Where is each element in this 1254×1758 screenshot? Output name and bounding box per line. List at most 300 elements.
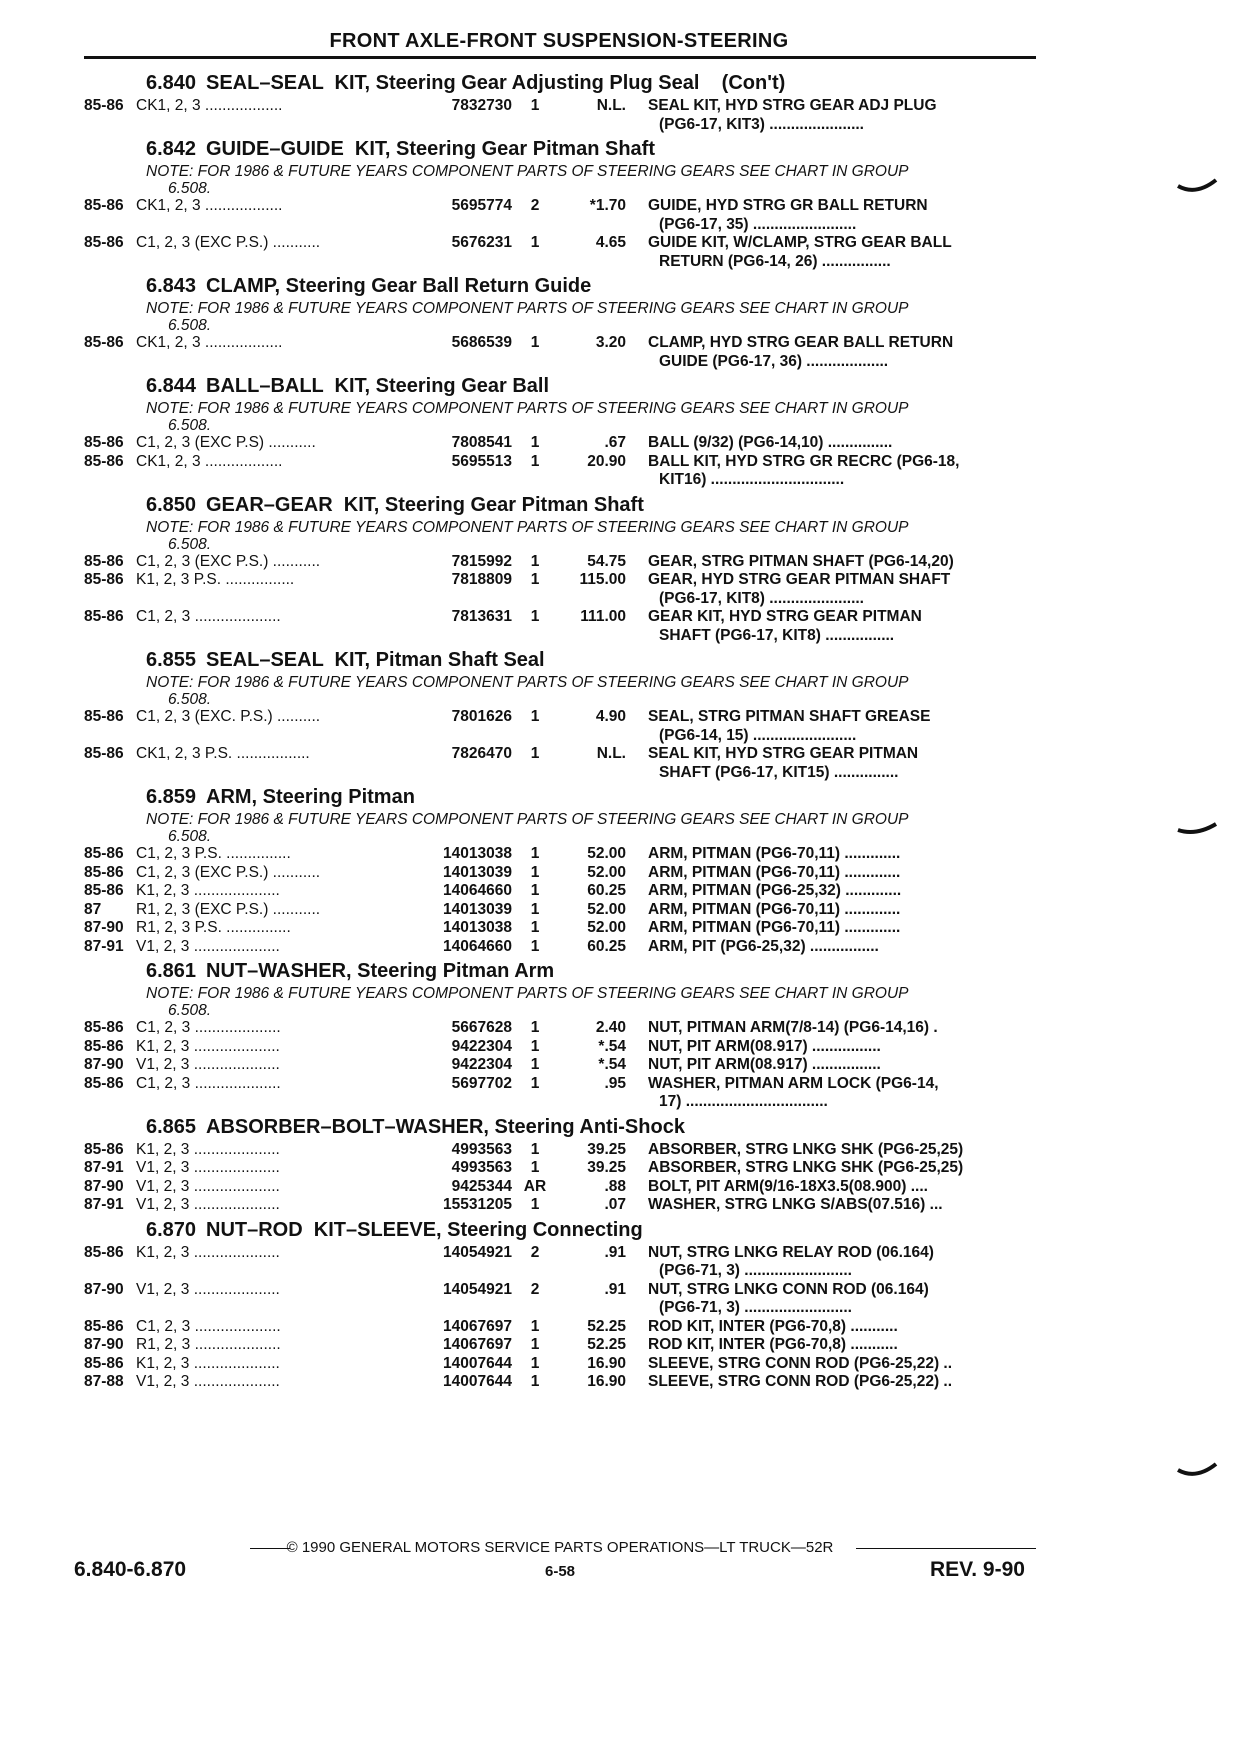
section-note: NOTE: FOR 1986 & FUTURE YEARS COMPONENT PARTS OF STEERING GEARS SEE CHART IN GROUP bbox=[146, 300, 909, 317]
description-line: (PG6-71, 3) ......................... bbox=[659, 1299, 852, 1316]
part-description bbox=[648, 1244, 1036, 1281]
part-description bbox=[648, 1355, 1036, 1374]
part-description bbox=[648, 334, 1036, 371]
quantity: 1 bbox=[530, 1196, 540, 1213]
catalog-section bbox=[84, 647, 1036, 782]
price: *1.70 bbox=[589, 197, 626, 214]
header-rule bbox=[84, 56, 1036, 59]
description-line: ARM, PIT (PG6-25,32) ................ bbox=[648, 937, 879, 955]
section-note: 6.508. bbox=[168, 1002, 212, 1019]
quantity: 1 bbox=[530, 1354, 540, 1372]
quantity: 1 bbox=[530, 608, 540, 625]
model-application: CK1, 2, 3 P.S. ................. bbox=[136, 745, 310, 762]
table-row bbox=[84, 608, 1036, 645]
section-heading bbox=[84, 1217, 1036, 1244]
part-description bbox=[648, 1318, 1036, 1337]
quantity: 1 bbox=[530, 900, 540, 918]
price: 60.25 bbox=[587, 882, 626, 899]
section-title: SEAL–SEAL KIT, Pitman Shaft Seal bbox=[206, 649, 545, 671]
price: 60.25 bbox=[587, 937, 626, 955]
model-application: K1, 2, 3 .................... bbox=[136, 1037, 280, 1055]
table-row bbox=[84, 882, 1036, 901]
quantity: 1 bbox=[530, 334, 540, 351]
model-application: C1, 2, 3 (EXC P.S.) ........... bbox=[136, 234, 321, 251]
part-description bbox=[648, 1019, 1036, 1038]
price: .67 bbox=[604, 434, 626, 451]
model-application: V1, 2, 3 .................... bbox=[136, 1373, 280, 1390]
table-row bbox=[84, 334, 1036, 371]
quantity: 1 bbox=[530, 919, 540, 936]
part-number: 14013038 bbox=[443, 845, 512, 862]
catalog-section bbox=[84, 136, 1036, 271]
model-application: C1, 2, 3 .................... bbox=[136, 1074, 281, 1092]
quantity: 1 bbox=[530, 234, 540, 251]
section-title: GUIDE–GUIDE KIT, Steering Gear Pitman Shaft bbox=[206, 138, 655, 160]
price: 16.90 bbox=[587, 1354, 626, 1372]
price: 16.90 bbox=[587, 1373, 626, 1390]
section-number: 6.844 bbox=[146, 375, 197, 397]
section-note: NOTE: FOR 1986 & FUTURE YEARS COMPONENT PARTS OF STEERING GEARS SEE CHART IN GROUP bbox=[146, 674, 909, 691]
model-year: 85-86 bbox=[84, 608, 124, 625]
quantity: 2 bbox=[530, 1243, 540, 1261]
model-year: 85-86 bbox=[84, 571, 124, 588]
quantity: 1 bbox=[530, 882, 540, 899]
model-application: CK1, 2, 3 .................. bbox=[136, 452, 283, 470]
catalog-section bbox=[84, 1114, 1036, 1215]
description-line: SHAFT (PG6-17, KIT15) ............... bbox=[659, 763, 899, 781]
table-row bbox=[84, 901, 1036, 920]
part-description bbox=[648, 197, 1036, 234]
model-year: 87-91 bbox=[84, 1159, 124, 1176]
quantity: 1 bbox=[530, 97, 540, 114]
quantity: 1 bbox=[530, 1056, 540, 1073]
model-application: R1, 2, 3 .................... bbox=[136, 1336, 281, 1353]
quantity: 1 bbox=[530, 1037, 540, 1055]
quantity: 1 bbox=[530, 863, 540, 881]
model-year: 87-90 bbox=[84, 919, 124, 936]
part-number: 5676231 bbox=[451, 234, 512, 251]
part-number: 7818809 bbox=[451, 571, 512, 588]
table-row bbox=[84, 864, 1036, 883]
section-number: 6.870 bbox=[146, 1218, 197, 1241]
section-number: 6.855 bbox=[146, 649, 197, 671]
table-row bbox=[84, 1373, 1036, 1392]
part-description bbox=[648, 434, 1036, 453]
table-row bbox=[84, 571, 1036, 608]
quantity: 1 bbox=[530, 1373, 540, 1390]
footer-rule-right bbox=[856, 1548, 1036, 1549]
quantity: 1 bbox=[530, 1336, 540, 1353]
catalog-section bbox=[84, 784, 1036, 956]
description-line: WASHER, PITMAN ARM LOCK (PG6-14, bbox=[648, 1074, 939, 1092]
part-description bbox=[648, 901, 1036, 920]
description-line: NUT, PITMAN ARM(7/8-14) (PG6-14,16) . bbox=[648, 1019, 938, 1036]
section-number: 6.861 bbox=[146, 960, 197, 982]
price: 39.25 bbox=[587, 1140, 626, 1158]
description-line: ABSORBER, STRG LNKG SHK (PG6-25,25) bbox=[648, 1140, 964, 1158]
part-description bbox=[648, 882, 1036, 901]
model-application: C1, 2, 3 P.S. ............... bbox=[136, 845, 291, 862]
part-description bbox=[648, 745, 1036, 782]
table-row bbox=[84, 1196, 1036, 1215]
description-line: ABSORBER, STRG LNKG SHK (PG6-25,25) bbox=[648, 1159, 964, 1176]
description-line: WASHER, STRG LNKG S/ABS(07.516) ... bbox=[648, 1196, 943, 1213]
table-row bbox=[84, 553, 1036, 572]
description-line: SEAL KIT, HYD STRG GEAR ADJ PLUG bbox=[648, 97, 937, 114]
description-line: GEAR, HYD STRG GEAR PITMAN SHAFT bbox=[648, 571, 951, 588]
section-title: BALL–BALL KIT, Steering Gear Ball bbox=[206, 375, 550, 397]
model-application: C1, 2, 3 .................... bbox=[136, 608, 281, 625]
model-application: K1, 2, 3 .................... bbox=[136, 1140, 280, 1158]
description-line: SEAL KIT, HYD STRG GEAR PITMAN bbox=[648, 745, 919, 762]
description-line: GUIDE (PG6-17, 36) ................... bbox=[659, 352, 889, 370]
binding-mark-icon bbox=[1176, 1462, 1220, 1482]
quantity: 1 bbox=[530, 552, 540, 570]
model-application: CK1, 2, 3 .................. bbox=[136, 334, 283, 351]
part-number: 4993563 bbox=[451, 1140, 512, 1158]
model-application: C1, 2, 3 (EXC P.S.) ........... bbox=[136, 552, 321, 570]
part-description bbox=[648, 1196, 1036, 1215]
price: 52.25 bbox=[587, 1317, 626, 1335]
description-line: SHAFT (PG6-17, KIT8) ................ bbox=[659, 626, 895, 644]
price: .07 bbox=[604, 1196, 626, 1213]
part-description bbox=[648, 1281, 1036, 1318]
description-line: GEAR, STRG PITMAN SHAFT (PG6-14,20) bbox=[648, 552, 954, 570]
quantity: 1 bbox=[530, 845, 540, 862]
model-application: CK1, 2, 3 .................. bbox=[136, 197, 283, 214]
part-number: 14054921 bbox=[443, 1280, 512, 1298]
table-row bbox=[84, 1355, 1036, 1374]
description-line: (PG6-14, 15) ........................ bbox=[659, 726, 857, 744]
model-application: K1, 2, 3 .................... bbox=[136, 882, 280, 899]
section-number: 6.843 bbox=[146, 275, 197, 297]
model-application: C1, 2, 3 (EXC P.S.) ........... bbox=[136, 863, 321, 881]
description-line: ARM, PITMAN (PG6-25,32) ............. bbox=[648, 882, 902, 899]
table-row bbox=[84, 1336, 1036, 1355]
part-number: 14013039 bbox=[443, 900, 512, 918]
description-line: ROD KIT, INTER (PG6-70,8) ........... bbox=[648, 1317, 898, 1335]
part-description bbox=[648, 234, 1036, 271]
section-title: ARM, Steering Pitman bbox=[206, 786, 415, 808]
model-year: 87-90 bbox=[84, 1056, 124, 1073]
section-note: NOTE: FOR 1986 & FUTURE YEARS COMPONENT PARTS OF STEERING GEARS SEE CHART IN GROUP bbox=[146, 518, 909, 536]
price: N.L. bbox=[596, 97, 626, 114]
model-application: C1, 2, 3 .................... bbox=[136, 1019, 281, 1036]
section-title: NUT–ROD KIT–SLEEVE, Steering Connecting bbox=[206, 1218, 643, 1241]
table-row bbox=[84, 919, 1036, 938]
part-number: 14013039 bbox=[443, 863, 512, 881]
model-application: K1, 2, 3 .................... bbox=[136, 1243, 280, 1261]
part-number: 14067697 bbox=[443, 1336, 512, 1353]
part-description bbox=[648, 97, 1036, 134]
table-row bbox=[84, 1019, 1036, 1038]
model-year: 85-86 bbox=[84, 863, 124, 881]
description-line: BALL (9/32) (PG6-14,10) ............... bbox=[648, 434, 893, 451]
model-application: R1, 2, 3 (EXC P.S.) ........... bbox=[136, 900, 321, 918]
section-title: ABSORBER–BOLT–WASHER, Steering Anti-Shock bbox=[206, 1115, 685, 1138]
description-line: NUT, PIT ARM(08.917) ................ bbox=[648, 1056, 881, 1073]
section-note: NOTE: FOR 1986 & FUTURE YEARS COMPONENT PARTS OF STEERING GEARS SEE CHART IN GROUP bbox=[146, 811, 909, 828]
quantity: 1 bbox=[530, 1317, 540, 1335]
description-line: ARM, PITMAN (PG6-70,11) ............. bbox=[648, 863, 901, 881]
table-row bbox=[84, 1075, 1036, 1112]
quantity: 1 bbox=[530, 745, 540, 762]
part-description bbox=[648, 1141, 1036, 1160]
description-line: BALL KIT, HYD STRG GR RECRC (PG6-18, bbox=[648, 452, 960, 470]
model-year: 87-91 bbox=[84, 1196, 124, 1213]
model-year: 85-86 bbox=[84, 97, 124, 114]
section-heading bbox=[84, 70, 1036, 97]
description-line: RETURN (PG6-14, 26) ................ bbox=[659, 252, 891, 270]
description-line: NUT, STRG LNKG RELAY ROD (06.164) bbox=[648, 1243, 934, 1261]
part-description bbox=[648, 1056, 1036, 1075]
model-year: 85-86 bbox=[84, 552, 124, 570]
description-line: GUIDE, HYD STRG GR BALL RETURN bbox=[648, 197, 928, 214]
description-line: (PG6-17, KIT8) ...................... bbox=[659, 589, 864, 607]
price: 20.90 bbox=[587, 452, 626, 470]
page-title: FRONT AXLE-FRONT SUSPENSION-STEERING bbox=[329, 30, 789, 52]
section-note: 6.508. bbox=[168, 691, 212, 708]
quantity: 2 bbox=[530, 197, 540, 214]
model-year: 87-91 bbox=[84, 937, 124, 955]
section-title: SEAL–SEAL KIT, Steering Gear Adjusting Plug Seal (Con't) bbox=[206, 72, 786, 94]
model-year: 85-86 bbox=[84, 745, 124, 762]
model-year: 85-86 bbox=[84, 1037, 124, 1055]
quantity: AR bbox=[523, 1177, 547, 1195]
table-row bbox=[84, 1244, 1036, 1281]
section-number: 6.842 bbox=[146, 138, 197, 160]
part-number: 5697702 bbox=[451, 1074, 512, 1092]
part-number: 15531205 bbox=[443, 1196, 512, 1213]
part-number: 7815992 bbox=[451, 552, 512, 570]
quantity: 2 bbox=[530, 1280, 540, 1298]
model-year: 87-90 bbox=[84, 1336, 124, 1353]
price: 54.75 bbox=[587, 552, 626, 570]
catalog-section bbox=[84, 70, 1036, 134]
model-year: 87-88 bbox=[84, 1373, 124, 1390]
price: .91 bbox=[604, 1243, 626, 1261]
price: 2.40 bbox=[595, 1019, 626, 1036]
model-application: V1, 2, 3 .................... bbox=[136, 1159, 280, 1176]
part-number: 4993563 bbox=[451, 1159, 512, 1176]
catalog-section bbox=[84, 958, 1036, 1112]
price: 39.25 bbox=[587, 1159, 626, 1176]
section-title: NUT–WASHER, Steering Pitman Arm bbox=[206, 960, 555, 982]
price: 4.90 bbox=[595, 708, 626, 725]
table-row bbox=[84, 1281, 1036, 1318]
section-number: 6.840 bbox=[146, 72, 197, 94]
section-number: 6.850 bbox=[146, 493, 197, 516]
catalog-section bbox=[84, 492, 1036, 646]
section-note: 6.508. bbox=[168, 180, 212, 197]
table-row bbox=[84, 708, 1036, 745]
part-number: 5695774 bbox=[451, 197, 512, 214]
part-description bbox=[648, 1075, 1036, 1112]
section-heading bbox=[84, 273, 1036, 300]
part-description bbox=[648, 608, 1036, 645]
model-year: 87-90 bbox=[84, 1177, 124, 1195]
part-description bbox=[648, 453, 1036, 490]
price: 4.65 bbox=[595, 234, 626, 251]
description-line: ARM, PITMAN (PG6-70,11) ............. bbox=[648, 919, 901, 936]
quantity: 1 bbox=[530, 452, 540, 470]
description-line: GUIDE KIT, W/CLAMP, STRG GEAR BALL bbox=[648, 234, 952, 251]
section-heading bbox=[84, 136, 1036, 163]
model-application: C1, 2, 3 (EXC. P.S.) .......... bbox=[136, 708, 321, 725]
part-number: 14064660 bbox=[443, 882, 512, 899]
description-line: SLEEVE, STRG CONN ROD (PG6-25,22) .. bbox=[648, 1354, 953, 1372]
catalog-section bbox=[84, 373, 1036, 490]
quantity: 1 bbox=[530, 1074, 540, 1092]
table-row bbox=[84, 1141, 1036, 1160]
model-year: 85-86 bbox=[84, 845, 124, 862]
description-line: ARM, PITMAN (PG6-70,11) ............. bbox=[648, 845, 901, 862]
section-title: GEAR–GEAR KIT, Steering Gear Pitman Shaft bbox=[206, 493, 644, 516]
model-application: V1, 2, 3 .................... bbox=[136, 1177, 280, 1195]
part-number: 14064660 bbox=[443, 937, 512, 955]
section-number: 6.865 bbox=[146, 1115, 197, 1138]
table-row bbox=[84, 1056, 1036, 1075]
price: .88 bbox=[604, 1177, 626, 1195]
part-number: 14007644 bbox=[443, 1354, 512, 1372]
part-number: 14007644 bbox=[443, 1373, 512, 1390]
quantity: 1 bbox=[530, 434, 540, 451]
price: 52.00 bbox=[587, 845, 626, 862]
table-row bbox=[84, 434, 1036, 453]
model-year: 85-86 bbox=[84, 1140, 124, 1158]
model-application: V1, 2, 3 .................... bbox=[136, 937, 280, 955]
section-note: NOTE: FOR 1986 & FUTURE YEARS COMPONENT PARTS OF STEERING GEARS SEE CHART IN GROUP bbox=[146, 163, 909, 180]
description-line: SEAL, STRG PITMAN SHAFT GREASE bbox=[648, 708, 931, 725]
model-year: 87-90 bbox=[84, 1280, 124, 1298]
price: 52.00 bbox=[587, 863, 626, 881]
parts-list bbox=[84, 70, 1036, 1394]
part-number: 7808541 bbox=[451, 434, 512, 451]
description-line: (PG6-17, 35) ........................ bbox=[659, 215, 857, 233]
model-year: 85-86 bbox=[84, 334, 124, 351]
part-number: 7801626 bbox=[451, 708, 512, 725]
description-line: NUT, PIT ARM(08.917) ................ bbox=[648, 1037, 881, 1055]
part-description bbox=[648, 571, 1036, 608]
part-description bbox=[648, 1038, 1036, 1057]
section-heading bbox=[84, 492, 1036, 519]
part-number: 7826470 bbox=[451, 745, 512, 762]
model-year: 85-86 bbox=[84, 882, 124, 899]
model-application: V1, 2, 3 .................... bbox=[136, 1196, 280, 1213]
section-note: 6.508. bbox=[168, 417, 212, 434]
model-year: 85-86 bbox=[84, 1354, 124, 1372]
table-row bbox=[84, 453, 1036, 490]
model-year: 85-86 bbox=[84, 1317, 124, 1335]
price: 52.00 bbox=[587, 919, 626, 936]
part-description bbox=[648, 919, 1036, 938]
quantity: 1 bbox=[530, 937, 540, 955]
model-application: C1, 2, 3 (EXC P.S) ........... bbox=[136, 434, 316, 451]
model-year: 85-86 bbox=[84, 434, 124, 451]
section-heading bbox=[84, 958, 1036, 985]
description-line: (PG6-71, 3) ......................... bbox=[659, 1262, 852, 1279]
section-note: 6.508. bbox=[168, 317, 212, 334]
model-application: V1, 2, 3 .................... bbox=[136, 1280, 280, 1298]
table-row bbox=[84, 197, 1036, 234]
footer-copyright: © 1990 GENERAL MOTORS SERVICE PARTS OPERATIONS—LT TRUCK—52R bbox=[286, 1539, 834, 1556]
section-heading bbox=[84, 784, 1036, 811]
part-description bbox=[648, 845, 1036, 864]
section-heading bbox=[84, 1114, 1036, 1141]
part-number: 5695513 bbox=[451, 452, 512, 470]
footer-revision: REV. 9-90 bbox=[930, 1558, 1025, 1581]
section-title: CLAMP, Steering Gear Ball Return Guide bbox=[206, 275, 592, 297]
table-row bbox=[84, 1178, 1036, 1197]
part-description bbox=[648, 708, 1036, 745]
description-line: 17) ................................. bbox=[659, 1093, 828, 1110]
model-application: V1, 2, 3 .................... bbox=[136, 1056, 280, 1073]
price: 111.00 bbox=[580, 608, 626, 625]
table-row bbox=[84, 745, 1036, 782]
model-application: K1, 2, 3 P.S. ................ bbox=[136, 571, 295, 588]
part-number: 5667628 bbox=[451, 1019, 512, 1036]
table-row bbox=[84, 938, 1036, 957]
part-description bbox=[648, 1373, 1036, 1392]
model-year: 85-86 bbox=[84, 1074, 124, 1092]
part-description bbox=[648, 1159, 1036, 1178]
table-row bbox=[84, 1159, 1036, 1178]
table-row bbox=[84, 845, 1036, 864]
section-heading bbox=[84, 647, 1036, 674]
section-note: NOTE: FOR 1986 & FUTURE YEARS COMPONENT PARTS OF STEERING GEARS SEE CHART IN GROUP bbox=[146, 985, 909, 1002]
part-description bbox=[648, 938, 1036, 957]
price: .95 bbox=[604, 1074, 626, 1092]
table-row bbox=[84, 234, 1036, 271]
description-line: ARM, PITMAN (PG6-70,11) ............. bbox=[648, 900, 901, 918]
model-year: 85-86 bbox=[84, 708, 124, 725]
quantity: 1 bbox=[530, 1140, 540, 1158]
section-heading bbox=[84, 373, 1036, 400]
part-description bbox=[648, 1178, 1036, 1197]
model-year: 87 bbox=[84, 900, 102, 918]
section-note: 6.508. bbox=[168, 535, 212, 553]
table-row bbox=[84, 97, 1036, 134]
description-line: (PG6-17, KIT3) ...................... bbox=[659, 115, 864, 133]
description-line: KIT16) ............................... bbox=[659, 471, 845, 488]
model-year: 85-86 bbox=[84, 452, 124, 470]
model-application: CK1, 2, 3 .................. bbox=[136, 97, 283, 114]
model-application: C1, 2, 3 .................... bbox=[136, 1317, 281, 1335]
model-application: K1, 2, 3 .................... bbox=[136, 1354, 280, 1372]
part-description bbox=[648, 864, 1036, 883]
section-note: NOTE: FOR 1986 & FUTURE YEARS COMPONENT PARTS OF STEERING GEARS SEE CHART IN GROUP bbox=[146, 400, 909, 417]
section-number: 6.859 bbox=[146, 786, 197, 808]
description-line: CLAMP, HYD STRG GEAR BALL RETURN bbox=[648, 334, 954, 351]
part-number: 9422304 bbox=[451, 1037, 512, 1055]
part-number: 5686539 bbox=[451, 334, 512, 351]
price: .91 bbox=[604, 1280, 626, 1298]
table-row bbox=[84, 1318, 1036, 1337]
price: *.54 bbox=[598, 1037, 626, 1055]
quantity: 1 bbox=[530, 708, 540, 725]
catalog-section bbox=[84, 273, 1036, 371]
model-year: 85-86 bbox=[84, 1019, 124, 1036]
model-year: 85-86 bbox=[84, 234, 124, 251]
footer-range: 6.840-6.870 bbox=[74, 1558, 187, 1581]
footer-page-number: 6-58 bbox=[544, 1563, 576, 1580]
part-number: 9422304 bbox=[451, 1056, 512, 1073]
table-row bbox=[84, 1038, 1036, 1057]
binding-mark-icon bbox=[1176, 820, 1220, 840]
price: *.54 bbox=[598, 1056, 626, 1073]
section-note: 6.508. bbox=[168, 828, 212, 845]
part-number: 7832730 bbox=[451, 97, 512, 114]
